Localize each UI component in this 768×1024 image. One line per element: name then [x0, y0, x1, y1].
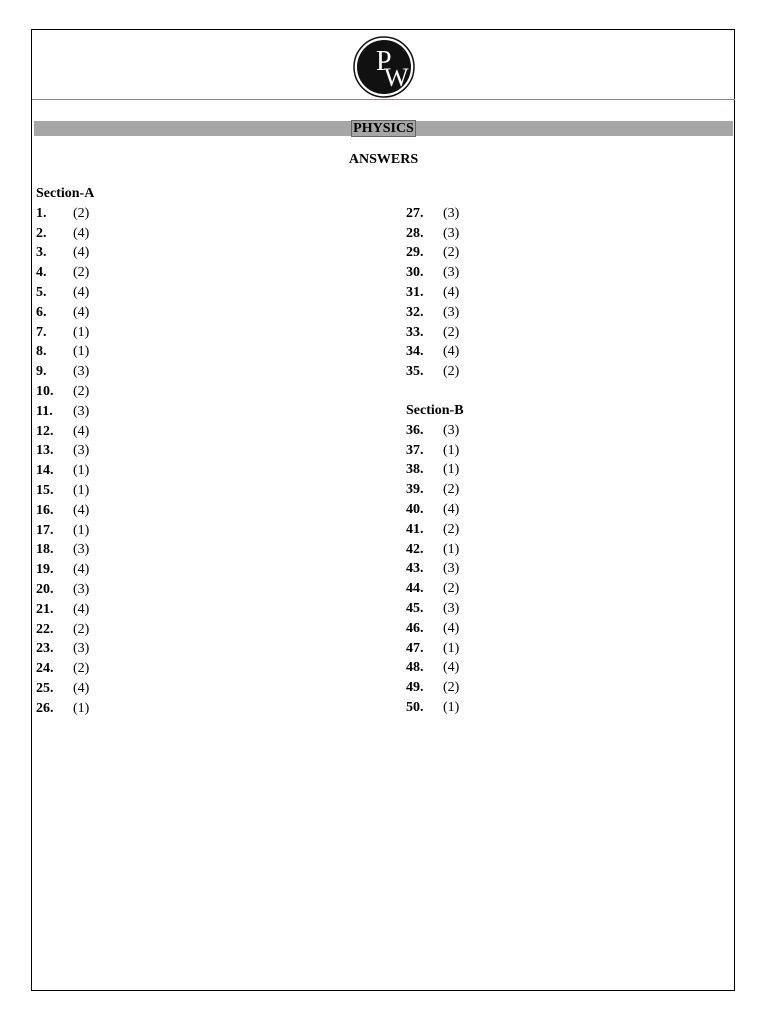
answer-option: (2) — [443, 324, 460, 340]
answer-option: (4) — [443, 660, 460, 676]
answer-option: (3) — [443, 225, 460, 241]
answer-option: (3) — [73, 443, 90, 459]
answer-option: (3) — [443, 561, 460, 577]
question-number: 44. — [406, 581, 424, 597]
question-number: 43. — [406, 561, 424, 577]
question-number: 35. — [406, 364, 424, 380]
answer-option: (4) — [73, 681, 90, 697]
question-number: 48. — [406, 660, 424, 676]
question-number: 17. — [36, 522, 54, 538]
answer-row — [406, 303, 706, 323]
answer-row — [36, 679, 336, 699]
question-number: 6. — [36, 304, 47, 320]
question-number: 37. — [406, 442, 424, 458]
answer-row — [36, 461, 336, 481]
section-a-right-column — [406, 204, 706, 382]
answer-option: (4) — [73, 562, 90, 578]
answer-row — [406, 441, 706, 461]
question-number: 12. — [36, 423, 54, 439]
section-a-title: Section-A — [36, 186, 95, 201]
answer-row — [406, 362, 706, 382]
answer-row — [406, 480, 706, 500]
answer-option: (3) — [73, 542, 90, 558]
answer-row — [406, 520, 706, 540]
answer-row — [36, 362, 336, 382]
question-number: 30. — [406, 265, 424, 281]
answer-option: (4) — [443, 344, 460, 360]
question-number: 32. — [406, 304, 424, 320]
answer-option: (4) — [73, 225, 90, 241]
answer-row — [36, 204, 336, 224]
answer-option: (1) — [443, 700, 460, 716]
answer-option: (2) — [443, 482, 460, 498]
question-number: 27. — [406, 205, 424, 221]
answer-option: (2) — [73, 621, 90, 637]
answer-row — [36, 422, 336, 442]
answer-option: (1) — [73, 483, 90, 499]
answer-row — [406, 224, 706, 244]
header-divider — [32, 99, 735, 100]
answer-option: (4) — [73, 502, 90, 518]
answer-row — [406, 323, 706, 343]
question-number: 38. — [406, 462, 424, 478]
subject-title: PHYSICS — [353, 121, 414, 136]
answer-row — [36, 481, 336, 501]
answer-row — [36, 323, 336, 343]
question-number: 22. — [36, 621, 54, 637]
question-number: 45. — [406, 601, 424, 617]
answer-row — [406, 698, 706, 718]
answer-row — [36, 283, 336, 303]
question-number: 24. — [36, 661, 54, 677]
svg-text:W: W — [384, 63, 409, 92]
answer-row — [36, 224, 336, 244]
question-number: 14. — [36, 463, 54, 479]
question-number: 28. — [406, 225, 424, 241]
question-number: 31. — [406, 285, 424, 301]
subject-bar — [34, 121, 733, 136]
question-number: 19. — [36, 562, 54, 578]
question-number: 3. — [36, 245, 47, 261]
question-number: 7. — [36, 324, 47, 340]
answer-row — [36, 244, 336, 264]
answer-option: (4) — [73, 601, 90, 617]
answer-option: (1) — [443, 640, 460, 656]
question-number: 13. — [36, 443, 54, 459]
answer-option: (3) — [443, 205, 460, 221]
svg-text:P: P — [376, 46, 392, 77]
answer-row — [36, 402, 336, 422]
answer-row — [406, 283, 706, 303]
question-number: 42. — [406, 541, 424, 557]
answer-row — [406, 244, 706, 264]
question-number: 46. — [406, 620, 424, 636]
answer-row — [36, 560, 336, 580]
answer-row — [406, 204, 706, 224]
answer-option: (3) — [73, 582, 90, 598]
answer-row — [406, 678, 706, 698]
answer-option: (3) — [443, 265, 460, 281]
answer-option: (1) — [73, 344, 90, 360]
answer-row — [36, 263, 336, 283]
answer-option: (2) — [73, 265, 90, 281]
answer-option: (2) — [443, 680, 460, 696]
answer-row — [406, 263, 706, 283]
question-number: 8. — [36, 344, 47, 360]
question-number: 29. — [406, 245, 424, 261]
answer-option: (4) — [73, 245, 90, 261]
answer-row — [36, 343, 336, 363]
answer-row — [36, 699, 336, 719]
answer-row — [36, 541, 336, 561]
question-number: 11. — [36, 403, 53, 419]
answer-row — [406, 500, 706, 520]
question-number: 33. — [406, 324, 424, 340]
answer-row — [406, 421, 706, 441]
question-number: 15. — [36, 483, 54, 499]
answer-option: (1) — [73, 700, 90, 716]
answer-option: (2) — [443, 581, 460, 597]
pw-logo — [353, 36, 415, 98]
answer-option: (4) — [443, 502, 460, 518]
answer-option: (1) — [443, 462, 460, 478]
answer-option: (2) — [73, 661, 90, 677]
question-number: 49. — [406, 680, 424, 696]
answer-option: (1) — [443, 442, 460, 458]
answer-option: (4) — [443, 285, 460, 301]
answer-row — [36, 600, 336, 620]
question-number: 18. — [36, 542, 54, 558]
answer-option: (3) — [73, 403, 90, 419]
question-number: 10. — [36, 384, 54, 400]
answer-option: (2) — [443, 364, 460, 380]
answer-option: (4) — [73, 304, 90, 320]
question-number: 4. — [36, 265, 47, 281]
answer-row — [406, 560, 706, 580]
question-number: 21. — [36, 601, 54, 617]
answer-row — [36, 303, 336, 323]
answer-option: (3) — [73, 641, 90, 657]
answer-option: (3) — [443, 304, 460, 320]
question-number: 23. — [36, 641, 54, 657]
question-number: 40. — [406, 502, 424, 518]
question-number: 20. — [36, 582, 54, 598]
question-number: 47. — [406, 640, 424, 656]
answer-option: (2) — [73, 384, 90, 400]
answer-option: (3) — [73, 364, 90, 380]
answer-option: (2) — [443, 245, 460, 261]
question-number: 34. — [406, 344, 424, 360]
question-number: 39. — [406, 482, 424, 498]
question-number: 2. — [36, 225, 47, 241]
question-number: 5. — [36, 285, 47, 301]
question-number: 41. — [406, 521, 424, 537]
question-number: 16. — [36, 502, 54, 518]
section-b-title: Section-B — [406, 403, 464, 418]
answer-option: (1) — [73, 522, 90, 538]
answer-row — [36, 521, 336, 541]
answer-option: (1) — [443, 541, 460, 557]
answer-row — [36, 501, 336, 521]
answer-option: (2) — [443, 521, 460, 537]
answer-option: (3) — [443, 601, 460, 617]
answer-option: (2) — [73, 205, 90, 221]
question-number: 1. — [36, 205, 47, 221]
question-number: 25. — [36, 681, 54, 697]
question-number: 9. — [36, 364, 47, 380]
answer-option: (4) — [73, 423, 90, 439]
answer-row — [406, 343, 706, 363]
answer-row — [406, 461, 706, 481]
answer-option: (1) — [73, 463, 90, 479]
answer-row — [406, 659, 706, 679]
answer-row — [406, 579, 706, 599]
question-number: 50. — [406, 700, 424, 716]
answer-row — [36, 659, 336, 679]
question-number: 26. — [36, 700, 54, 716]
answer-row — [406, 639, 706, 659]
section-b-column — [406, 421, 706, 718]
answer-option: (3) — [443, 422, 460, 438]
answer-option: (1) — [73, 324, 90, 340]
answer-row — [36, 620, 336, 640]
answer-option: (4) — [443, 620, 460, 636]
question-number: 36. — [406, 422, 424, 438]
answer-row — [36, 382, 336, 402]
answer-row — [406, 540, 706, 560]
answer-row — [36, 442, 336, 462]
answer-row — [36, 580, 336, 600]
answer-row — [406, 619, 706, 639]
answer-row — [36, 640, 336, 660]
section-a-left-column — [36, 204, 336, 719]
answer-row — [406, 599, 706, 619]
answers-heading: ANSWERS — [348, 152, 419, 167]
answer-option: (4) — [73, 285, 90, 301]
